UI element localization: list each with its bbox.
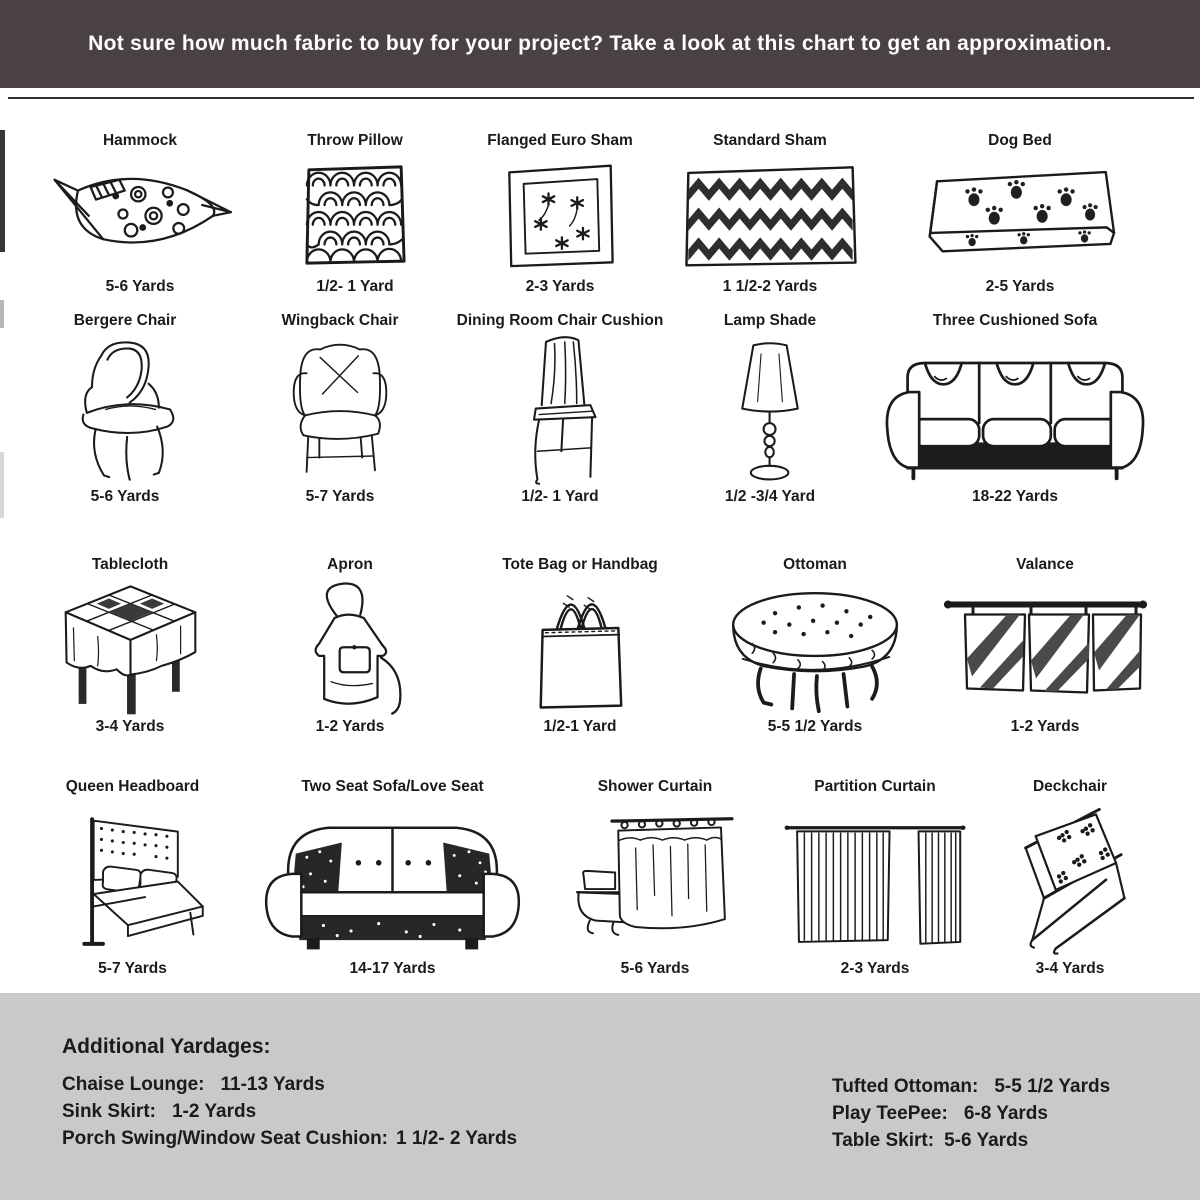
- additional-entry-value: 1-2 Yards: [171, 1101, 257, 1122]
- tote-bag-illustration: [524, 574, 636, 718]
- valance-illustration: [943, 574, 1148, 718]
- apron-illustration: [280, 574, 420, 718]
- item-yardage-label: 1-2 Yards: [315, 718, 385, 735]
- item-name-label: Shower Curtain: [597, 778, 713, 795]
- additional-yardages-title: Additional Yardages:: [62, 1035, 271, 1058]
- chart-row-2: [0, 312, 1200, 506]
- item-shower-curtain: [550, 778, 760, 978]
- item-yardage-label: 5-6 Yards: [620, 960, 690, 977]
- item-deckchair: [990, 778, 1150, 978]
- item-yardage-label: 1-2 Yards: [1010, 718, 1080, 735]
- item-standard-sham: [660, 132, 880, 296]
- item-name-label: Ottoman: [783, 556, 847, 573]
- item-yardage-label: 18-22 Yards: [972, 488, 1058, 505]
- additional-entry-label: Table Skirt:: [832, 1130, 935, 1151]
- item-name-label: Hammock: [102, 132, 178, 149]
- item-yardage-label: 1/2-1 Yard: [543, 718, 617, 735]
- chart-row-3: [0, 556, 1200, 736]
- additional-yardages-section: [0, 993, 1200, 1200]
- item-yardage-label: 1 1/2-2 Yards: [722, 278, 818, 295]
- item-name-label: Apron: [327, 556, 373, 573]
- additional-entry-label: Chaise Lounge:: [62, 1074, 205, 1095]
- love-seat-illustration: [240, 796, 545, 960]
- tablecloth-illustration: [43, 574, 218, 718]
- item-hammock: [30, 132, 250, 296]
- item-yardage-label: 5-7 Yards: [305, 488, 375, 505]
- item-wingback-chair: [230, 312, 450, 506]
- throw-pillow-illustration: [301, 150, 409, 278]
- item-bergere-chair: [20, 312, 230, 506]
- item-valance: [940, 556, 1150, 736]
- additional-entry-label: Sink Skirt:: [62, 1101, 156, 1122]
- dog-bed-illustration: [908, 150, 1133, 278]
- chart-row-4: [0, 778, 1200, 978]
- item-euro-sham: [460, 132, 660, 296]
- additional-entry-value: 5-6 Yards: [944, 1130, 1029, 1151]
- item-name-label: Tote Bag or Handbag: [502, 556, 658, 573]
- item-ottoman: [690, 556, 940, 736]
- item-name-label: Deckchair: [1032, 778, 1108, 795]
- item-throw-pillow: [250, 132, 460, 296]
- item-love-seat: [235, 778, 550, 978]
- chart-row-1: [0, 132, 1200, 296]
- item-yardage-label: 1/2 -3/4 Yard: [724, 488, 816, 505]
- shower-curtain-illustration: [555, 796, 755, 960]
- deckchair-illustration: [995, 796, 1145, 960]
- item-name-label: Flanged Euro Sham: [487, 132, 633, 149]
- bergere-chair-illustration: [45, 330, 205, 488]
- banner-text: Not sure how much fabric to buy for your project? Take a look at this chart to get an approximation.: [88, 32, 1112, 55]
- additional-entry: [832, 1100, 1110, 1127]
- item-yardage-label: 2-3 Yards: [840, 960, 910, 977]
- item-tablecloth: [30, 556, 230, 736]
- additional-yardages-left-column: [62, 1071, 517, 1152]
- additional-entry-label: Porch Swing/Window Seat Cushion:: [62, 1128, 388, 1149]
- item-partition-curtain: [760, 778, 990, 978]
- wingback-chair-illustration: [265, 330, 415, 488]
- additional-entry: [62, 1125, 517, 1152]
- ottoman-illustration: [713, 574, 918, 718]
- partition-curtain-illustration: [773, 796, 978, 960]
- item-yardage-label: 5-5 1/2 Yards: [767, 718, 863, 735]
- item-yardage-label: 3-4 Yards: [1035, 960, 1105, 977]
- item-yardage-label: 5-7 Yards: [98, 960, 167, 977]
- item-name-label: Lamp Shade: [723, 312, 817, 329]
- top-banner: [0, 0, 1200, 88]
- additional-entry-value: 1 1/2- 2 Yards: [396, 1128, 518, 1149]
- item-yardage-label: 5-6 Yards: [90, 488, 160, 505]
- additional-entry: [832, 1127, 1110, 1154]
- queen-headboard-illustration: [43, 796, 223, 960]
- standard-sham-illustration: [671, 150, 869, 278]
- item-name-label: Dog Bed: [988, 132, 1052, 149]
- item-name-label: Queen Headboard: [65, 778, 200, 795]
- hammock-illustration: [33, 150, 248, 278]
- three-cushioned-sofa-illustration: [871, 330, 1159, 488]
- item-dog-bed: [880, 132, 1160, 296]
- item-name-label: Throw Pillow: [307, 132, 403, 149]
- euro-sham-illustration: [501, 150, 619, 278]
- item-name-label: Partition Curtain: [814, 778, 936, 795]
- additional-entry: [62, 1098, 517, 1125]
- item-name-label: Two Seat Sofa/Love Seat: [301, 778, 484, 795]
- item-yardage-label: 1/2- 1 Yard: [316, 278, 394, 295]
- additional-entry: [832, 1073, 1110, 1100]
- additional-entry-value: 6-8 Yards: [963, 1103, 1048, 1124]
- item-yardage-label: 1/2- 1 Yard: [521, 488, 599, 505]
- additional-entry-value: 5-5 1/2 Yards: [994, 1076, 1111, 1097]
- item-apron: [230, 556, 470, 736]
- item-name-label: Tablecloth: [91, 556, 169, 573]
- item-name-label: Three Cushioned Sofa: [932, 312, 1098, 329]
- item-yardage-label: 5-6 Yards: [105, 278, 175, 295]
- item-tote-bag: [470, 556, 690, 736]
- item-name-label: Wingback Chair: [281, 312, 399, 329]
- item-three-sofa: [870, 312, 1160, 506]
- item-yardage-label: 3-4 Yards: [95, 718, 165, 735]
- additional-entry-value: 11-13 Yards: [220, 1074, 325, 1095]
- item-queen-headboard: [30, 778, 235, 978]
- item-name-label: Valance: [1016, 556, 1074, 573]
- item-name-label: Bergere Chair: [73, 312, 177, 329]
- additional-entry: [62, 1071, 517, 1098]
- item-yardage-label: 2-5 Yards: [985, 278, 1055, 295]
- additional-entry-label: Play TeePee:: [832, 1103, 948, 1124]
- item-dining-chair: [450, 312, 670, 506]
- lamp-shade-illustration: [720, 330, 820, 488]
- item-yardage-label: 2-3 Yards: [525, 278, 595, 295]
- additional-entry-label: Tufted Ottoman:: [832, 1076, 979, 1097]
- banner-divider-line: [8, 97, 1194, 99]
- item-name-label: Dining Room Chair Cushion: [456, 312, 664, 329]
- item-yardage-label: 14-17 Yards: [349, 960, 436, 977]
- dining-chair-illustration: [508, 330, 613, 488]
- item-name-label: Standard Sham: [713, 132, 827, 149]
- item-lamp-shade: [670, 312, 870, 506]
- additional-yardages-right-column: [832, 1073, 1110, 1154]
